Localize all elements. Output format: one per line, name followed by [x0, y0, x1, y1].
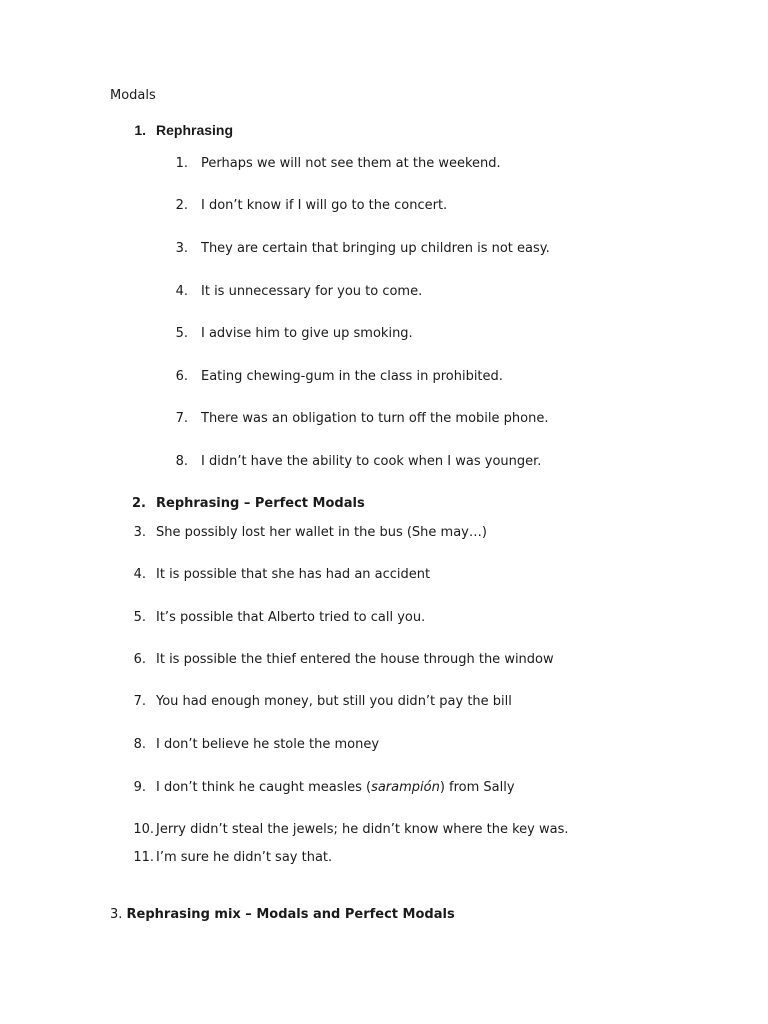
- s2-item-number: 8.: [133, 737, 146, 752]
- s1-item-text: Perhaps we will not see them at the weekend.: [201, 156, 501, 171]
- s1-item-number: 5.: [175, 326, 188, 341]
- s2-item-number: 9.: [133, 780, 146, 795]
- s2-item-text: I’m sure he didn’t say that.: [156, 850, 333, 865]
- section3-heading: Rephrasing mix – Modals and Perfect Modals: [126, 907, 455, 922]
- s1-item-number: 6.: [175, 369, 188, 384]
- s2-item-number: 5.: [133, 610, 146, 625]
- s1-item-number: 8.: [175, 454, 188, 469]
- s2-item-number: 6.: [133, 652, 146, 667]
- s1-item-text: It is unnecessary for you to come.: [201, 284, 423, 299]
- section1-number: 1.: [134, 122, 146, 138]
- s2-item-text: She possibly lost her wallet in the bus (She may…): [156, 525, 487, 540]
- s1-item-text: There was an obligation to turn off the mobile phone.: [201, 411, 549, 426]
- s2-item-number: 7.: [133, 694, 146, 709]
- s2-item-number: 3.: [133, 525, 146, 540]
- s1-item-text: I didn’t have the ability to cook when I was younger.: [201, 454, 542, 469]
- s2-item-text: Jerry didn’t steal the jewels; he didn’t know where the key was.: [156, 822, 569, 837]
- section3-number: 3.: [110, 907, 123, 922]
- s2-item-text: I don’t believe he stole the money: [156, 737, 380, 752]
- s1-item-text: Eating chewing-gum in the class in prohibited.: [201, 369, 503, 384]
- s2-item-text-mixed: [156, 780, 515, 796]
- s2-item-text: It’s possible that Alberto tried to call you.: [156, 610, 426, 625]
- s2-item-text: It is possible that she has had an accident: [156, 567, 431, 582]
- s1-item-text: They are certain that bringing up children is not easy.: [201, 241, 550, 256]
- s2-item-text: It is possible the thief entered the house through the window: [156, 652, 554, 667]
- s1-item-text: I advise him to give up smoking.: [201, 326, 413, 341]
- section2-heading: Rephrasing – Perfect Modals: [156, 496, 365, 511]
- s2-item-text: You had enough money, but still you didn’t pay the bill: [156, 694, 512, 709]
- s2-item-text-before: I don’t think he caught measles (: [156, 780, 372, 795]
- s1-item-text: I don’t know if I will go to the concert.: [201, 198, 448, 213]
- s1-item-number: 1.: [175, 156, 188, 171]
- s2-item-text-after: ) from Sally: [439, 780, 515, 795]
- section1-heading: Rephrasing: [156, 122, 234, 138]
- s1-item-number: 3.: [175, 241, 188, 256]
- section3-heading-line: [110, 907, 455, 923]
- s2-item-text-italic: sarampión: [371, 780, 440, 795]
- s2-item-number: 10.: [133, 822, 154, 837]
- section2-number: 2.: [132, 496, 146, 511]
- s2-item-number: 11.: [133, 850, 154, 865]
- s1-item-number: 7.: [175, 411, 188, 426]
- doc-title: Modals: [110, 88, 156, 103]
- s1-item-number: 2.: [175, 198, 188, 213]
- s2-item-number: 4.: [133, 567, 146, 582]
- s1-item-number: 4.: [175, 284, 188, 299]
